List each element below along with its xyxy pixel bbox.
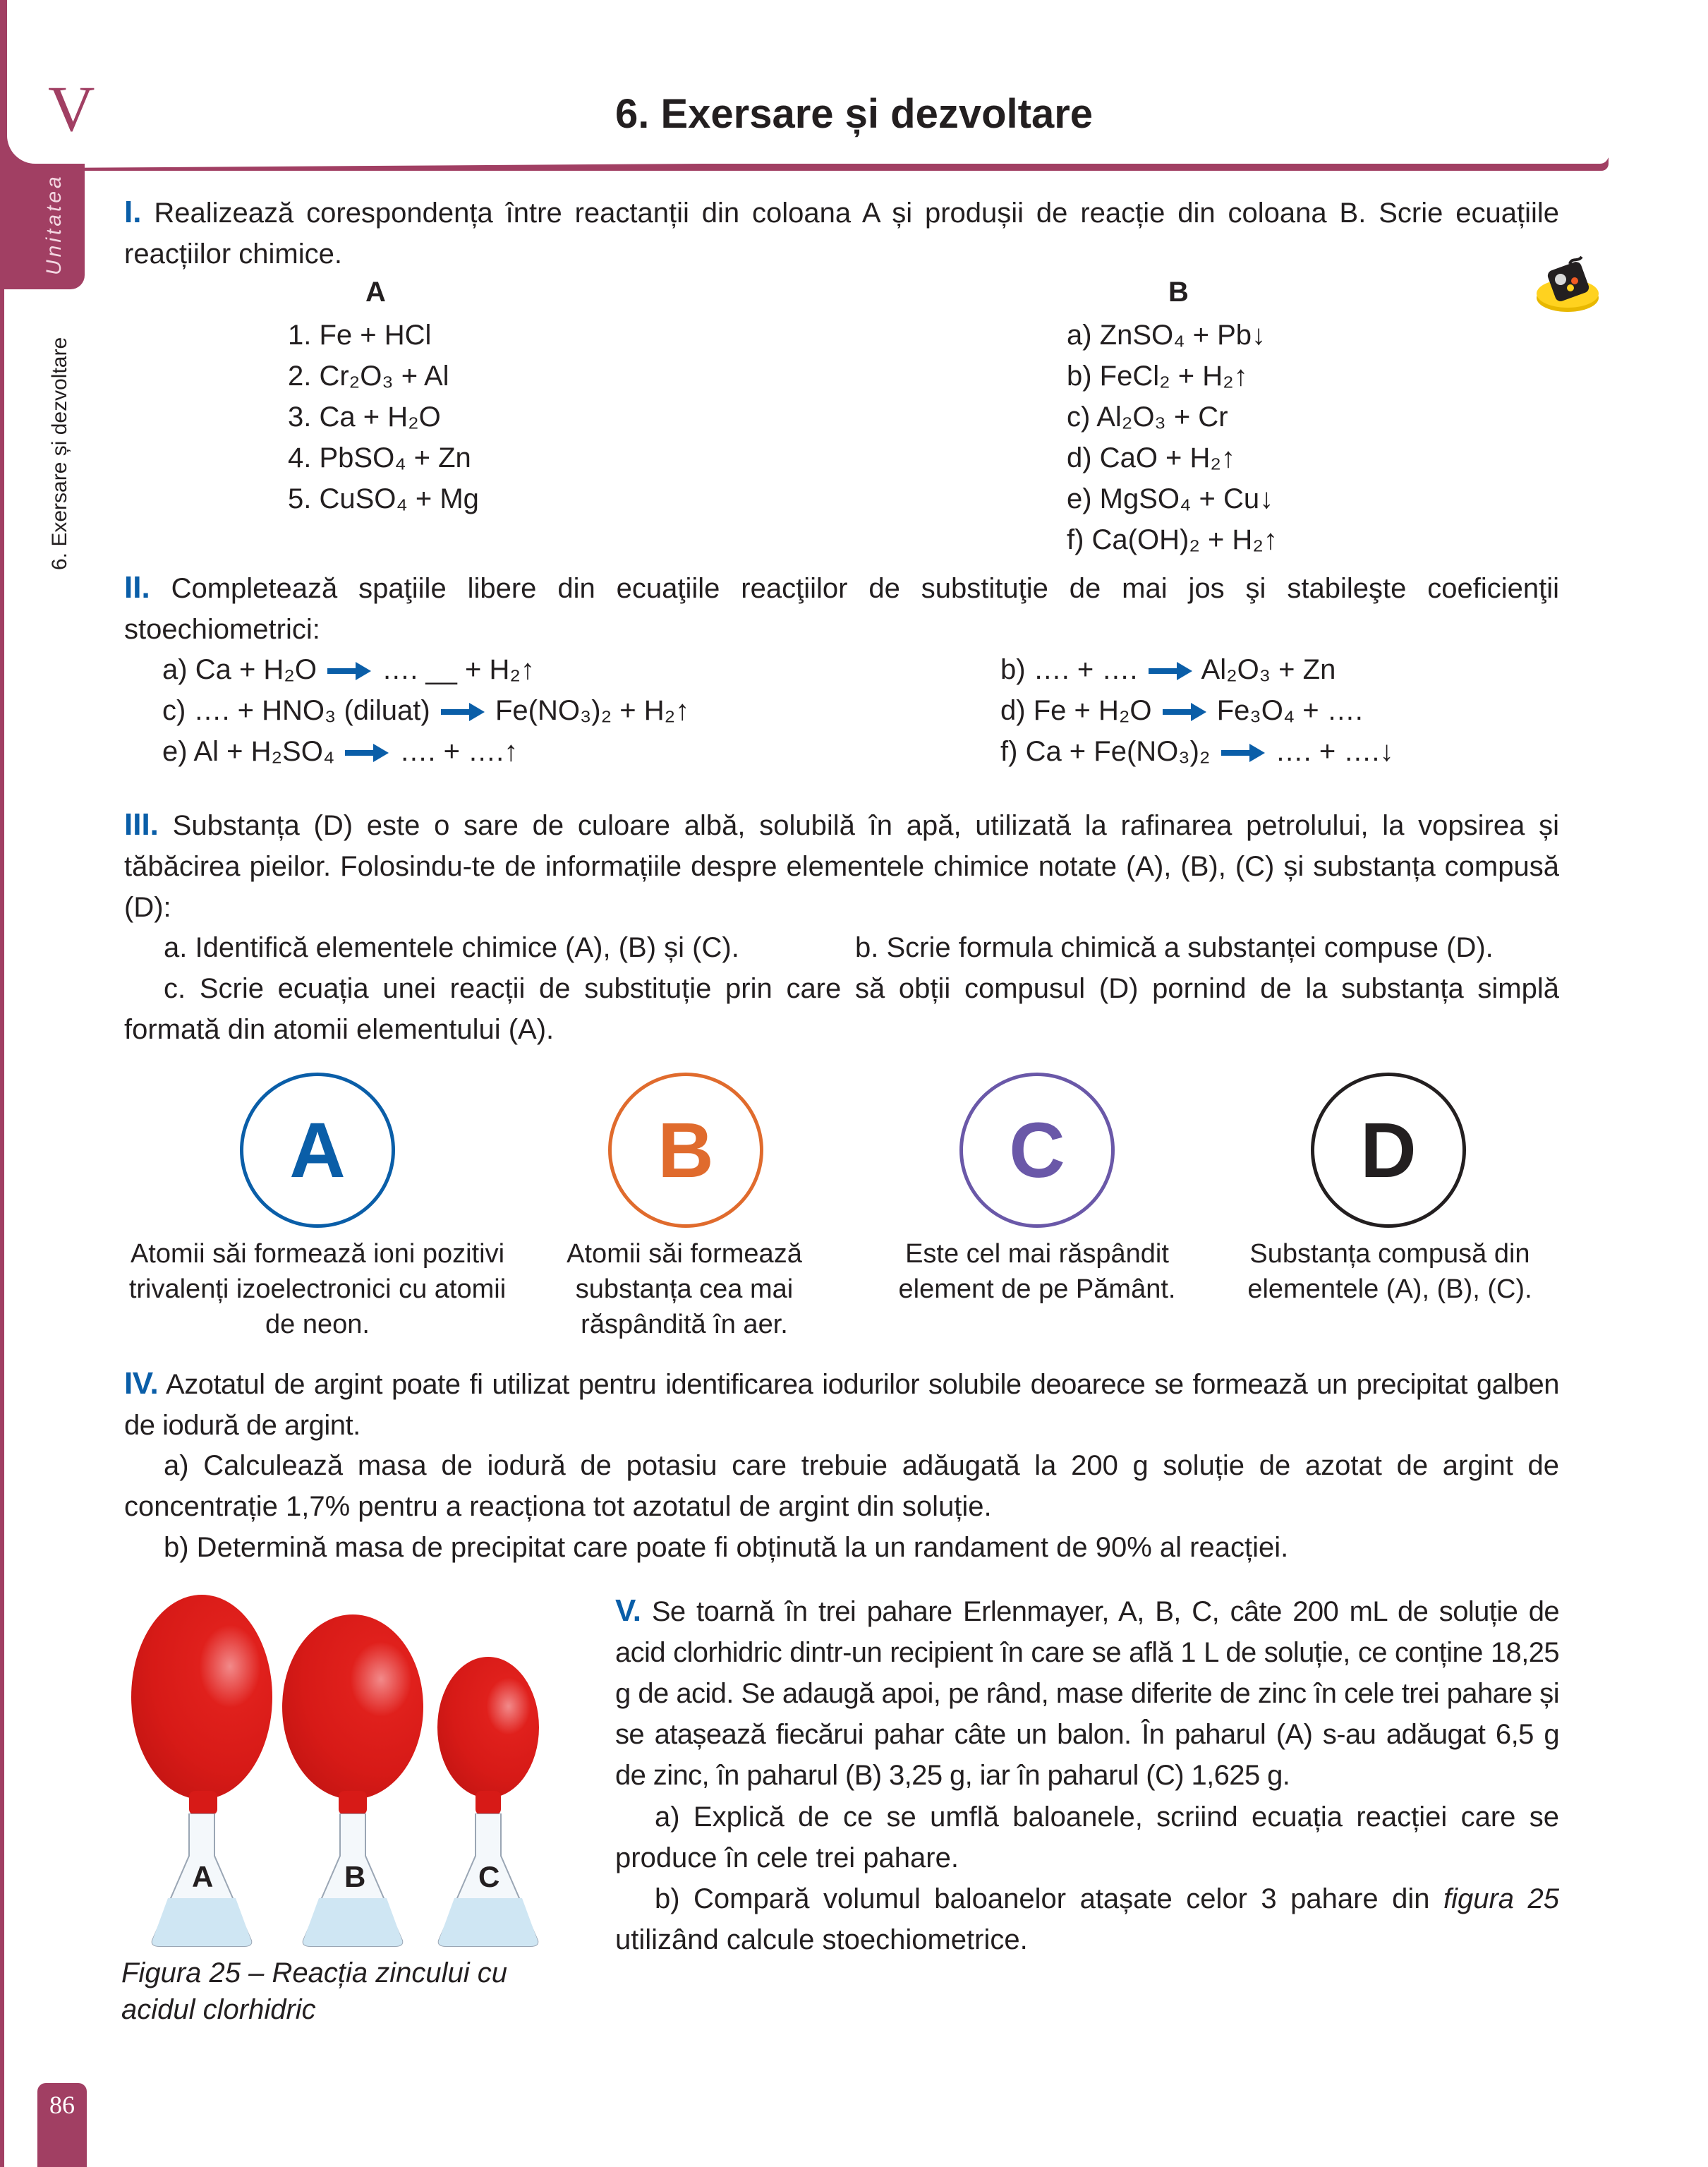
exercise-number: II.	[124, 570, 150, 605]
exercise-number: III.	[124, 807, 159, 842]
equation-row: a) Ca + H₂O …. __ + H₂↑	[162, 654, 535, 685]
task-b	[615, 1878, 1559, 1960]
task-b-text: b) Compară volumul baloanelor atașate celor 3 pahare din	[655, 1883, 1443, 1914]
list-item: 2. Cr₂O₃ + Al	[288, 361, 449, 392]
header	[0, 0, 1609, 169]
task-b: b) Determină masa de precipitat care poate fi obținută la un randament de 90% al reacției.	[164, 1532, 1289, 1563]
exercise-5-prompt	[615, 1590, 1559, 1796]
balloon-c	[437, 1657, 539, 1798]
equation-row: f) Ca + Fe(NO₃)₂ …. + ….↓	[1000, 736, 1394, 767]
element-a-circle: A	[240, 1073, 395, 1228]
compound-d-caption: Substanța compusă din elementele (A), (B), (C).	[1247, 1239, 1532, 1304]
exercise-text: Se toarnă în trei pahare Erlenmayer, A, B, C, câte 200 mL de soluție de acid clorhidric dintr-un recipient în care se află 1 L de soluție, ce conține 18,25 g de acid. Se adaugă apoi, pe rând, mase diferite de zinc în cele trei pahare și se atașează fiecărui pahar câte un balon. În paharul (A) s-au adăugat 6,5 g de zinc, în paharul (B) 3,25 g, iar în paharul (C) 1,625 g.	[615, 1596, 1560, 1791]
task-b: b. Scrie formula chimică a substanței compuse (D).	[855, 932, 1494, 963]
exercise-number: V.	[615, 1593, 641, 1628]
equations-left	[162, 649, 689, 772]
page-title: 6. Exersare și dezvoltare	[614, 91, 1094, 137]
exercise-3-prompt	[124, 804, 1559, 928]
list-item: b) FeCl₂ + H₂↑	[1067, 361, 1248, 392]
left-accent-bar	[0, 0, 4, 2167]
exercise-2-prompt	[124, 567, 1559, 650]
unit-letter: V	[48, 73, 95, 145]
column-b-list	[1067, 315, 1278, 560]
exercise-text: Azotatul de argint poate fi utilizat pentru identificarea iodurilor solubile deoarece se formează un precipitat galben de iodură de argint.	[124, 1369, 1560, 1441]
figure-caption: Figura 25 – Reacția zincului cu acidul clorhidric	[121, 1957, 507, 2025]
exercise-4-prompt	[124, 1363, 1559, 1446]
column-a-list	[288, 315, 479, 519]
compound-d-circle: D	[1311, 1073, 1466, 1228]
reaction-arrow-icon	[1149, 662, 1192, 680]
element-a-caption: Atomii săi formează ioni pozitivi trivalenți izoelectronici cu atomii de neon.	[128, 1239, 507, 1339]
exercise-number: IV.	[124, 1366, 159, 1401]
flask-label: C	[478, 1860, 500, 1893]
exercise-1-prompt	[124, 192, 1559, 274]
reaction-arrow-icon	[327, 662, 371, 680]
task-a: a) Calculează masa de iodură de potasiu care trebuie adăugată la 200 g soluție de azotat de argint de concentrație 1,7% pentru a reacționa tot azotatul de argint din soluție.	[124, 1450, 1559, 1522]
reaction-arrow-icon	[1163, 703, 1206, 721]
equation-row: b) …. + …. Al₂O₃ + Zn	[1000, 654, 1336, 685]
task-c: c. Scrie ecuația unei reacții de substituție prin care să obții compusul (D) pornind de la substanța simplă formată din atomii elementului (A).	[124, 973, 1559, 1045]
flask-label: B	[344, 1860, 366, 1893]
list-item: d) CaO + H₂↑	[1067, 442, 1235, 473]
figure-reference: figura 25	[1443, 1883, 1559, 1914]
exercise-number: I.	[124, 195, 142, 229]
element-c-caption: Este cel mai răspândit element de pe Pământ.	[898, 1239, 1176, 1304]
list-item: 1. Fe + HCl	[288, 320, 432, 351]
task-b-text: utilizând calcule stoechiometrice.	[615, 1924, 1028, 1955]
element-b-caption: Atomii săi formează substanța cea mai răspândită în aer.	[567, 1239, 802, 1339]
balloon-neck	[476, 1791, 501, 1815]
equations-right	[1000, 649, 1393, 772]
header-panel	[7, 0, 1609, 164]
list-item: 4. PbSO₄ + Zn	[288, 442, 471, 473]
balloon-neck	[339, 1791, 367, 1815]
page-number: 86	[49, 2091, 75, 2119]
exercise-text: Substanța (D) este o sare de culoare albă, solubilă în apă, utilizată la rafinarea petrolului, la vopsirea și tăbăcirea pieilor. Folosindu-te de informațiile despre elementele chimice notate (A), (B), (C) și substanța compusă (D):	[124, 810, 1559, 923]
balloon-b	[282, 1614, 423, 1799]
reaction-arrow-icon	[441, 703, 485, 721]
equation-row: c) …. + HNO₃ (diluat) Fe(NO₃)₂ + H₂↑	[162, 695, 690, 726]
flask-label: A	[192, 1860, 214, 1893]
equation-row: e) Al + H₂SO₄ …. + ….↑	[162, 736, 519, 767]
reaction-arrow-icon	[1221, 744, 1265, 762]
element-b-circle: B	[608, 1073, 763, 1228]
task-a: a) Explică de ce se umflă baloanele, scriind ecuația reacției care se produce în cele trei pahare.	[615, 1801, 1559, 1873]
balloon-neck	[189, 1791, 217, 1815]
figure-25-balloons	[120, 1581, 600, 1948]
list-item: f) Ca(OH)₂ + H₂↑	[1067, 524, 1278, 555]
balloon-a	[131, 1595, 272, 1799]
list-item: a) ZnSO₄ + Pb↓	[1067, 320, 1266, 351]
equation-row: d) Fe + H₂O Fe₃O₄ + ….	[1000, 695, 1363, 726]
exercise-text: Completează spaţiile libere din ecuaţiile reacţiilor de substituţie de mai jos şi stabileşte coeficienţii stoechiometrici:	[124, 573, 1559, 645]
side-unit-label: Unitatea	[42, 174, 66, 275]
list-item: c) Al₂O₃ + Cr	[1067, 402, 1228, 433]
exercise-text: Realizează corespondența între reactanții din coloana A și produșii de reacție din coloana B. Scrie ecuațiile reacțiilor chimice.	[124, 198, 1559, 270]
list-item: 3. Ca + H₂O	[288, 402, 441, 433]
column-b-heading: B	[1168, 277, 1189, 308]
task-a: a. Identifică elementele chimice (A), (B) și (C).	[164, 932, 739, 963]
side-section-label: 6. Exersare și dezvoltare	[48, 337, 71, 570]
reaction-arrow-icon	[345, 744, 389, 762]
column-a-heading: A	[365, 277, 386, 308]
element-c-circle: C	[959, 1073, 1115, 1228]
list-item: 5. CuSO₄ + Mg	[288, 483, 479, 514]
list-item: e) MgSO₄ + Cu↓	[1067, 483, 1274, 514]
